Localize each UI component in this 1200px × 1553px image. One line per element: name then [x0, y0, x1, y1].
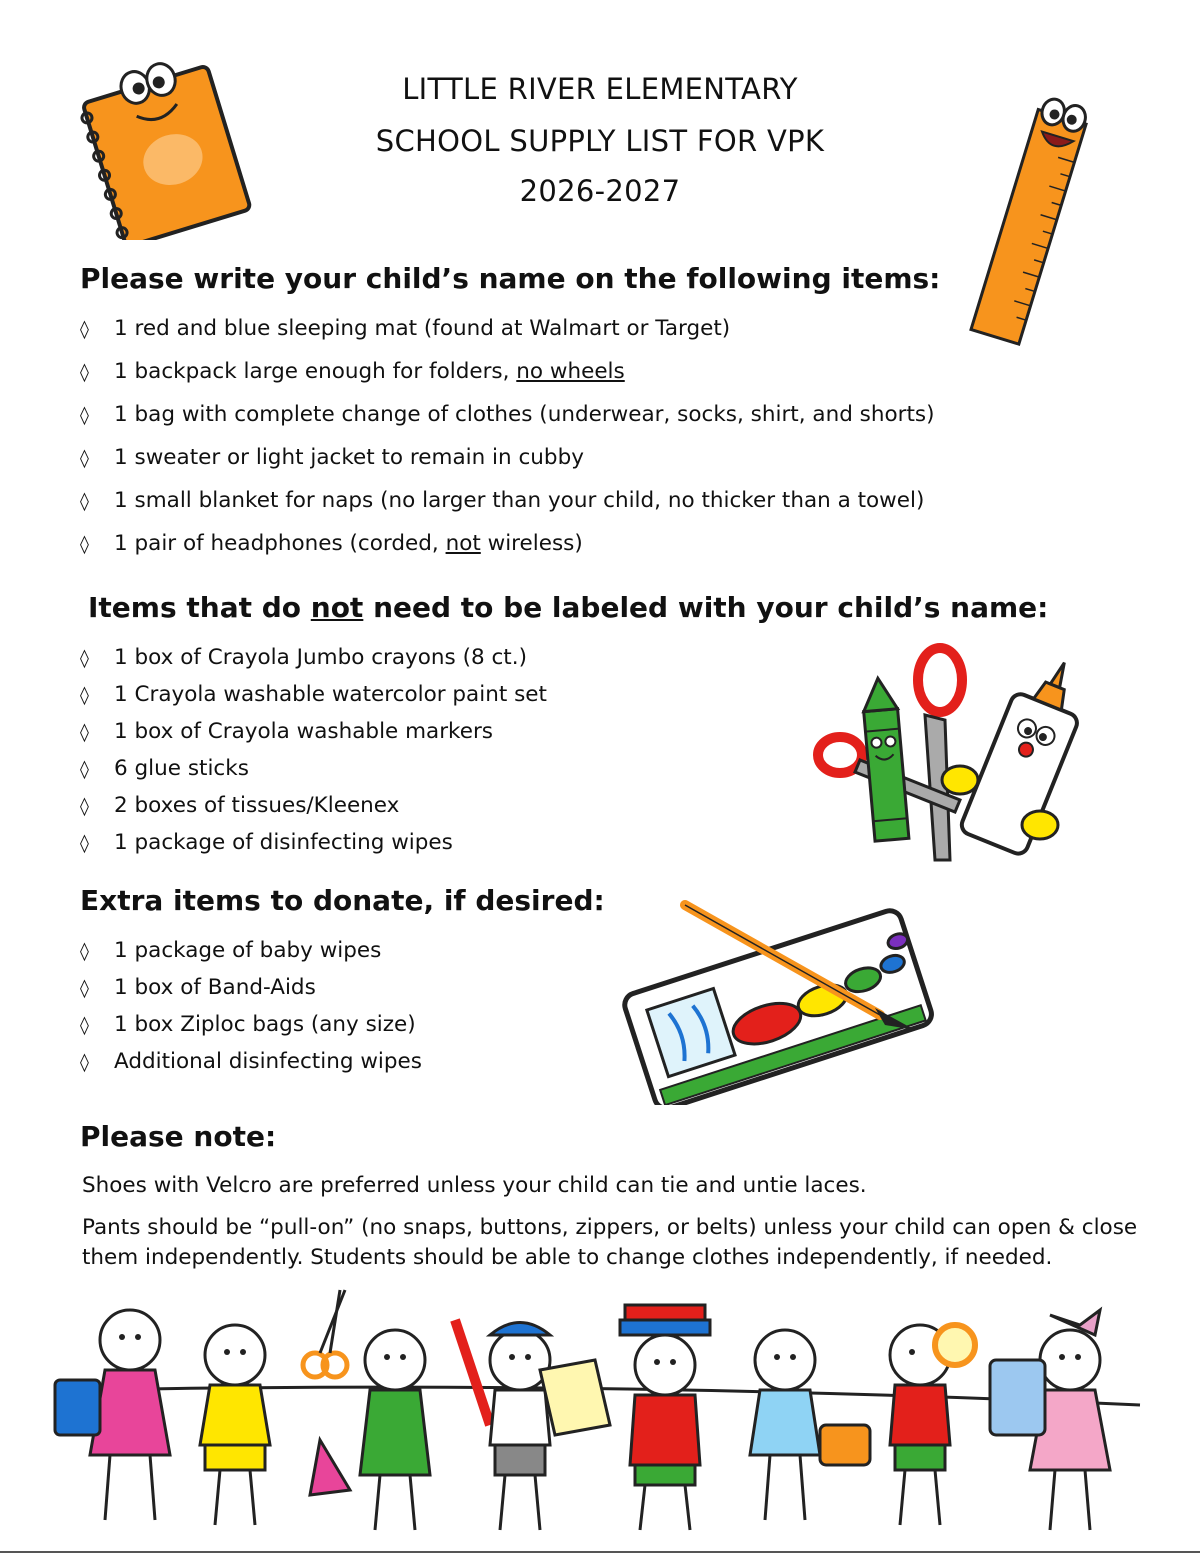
list-item: ◊ 1 bag with complete change of clothes (underwear, socks, shirt, and shorts): [80, 402, 935, 427]
list-item: ◊ 1 Crayola washable watercolor paint set: [80, 682, 547, 707]
list-item: ◊ 1 box of Crayola Jumbo crayons (8 ct.): [80, 645, 527, 670]
list-item: ◊ 1 package of disinfecting wipes: [80, 830, 453, 855]
note-heading: Please note:: [80, 1120, 277, 1153]
list-item: ◊ 2 boxes of tissues/Kleenex: [80, 793, 400, 818]
list-item: ◊ 1 box of Band-Aids: [80, 975, 316, 1000]
donate-heading: Extra items to donate, if desired:: [80, 884, 605, 917]
crayon-scissors-glue-icon: [810, 640, 1100, 875]
list-item: ◊ 1 sweater or light jacket to remain in cubby: [80, 445, 584, 470]
list-item: ◊ Additional disinfecting wipes: [80, 1049, 422, 1074]
list-item: ◊ 1 box of Crayola washable markers: [80, 719, 494, 744]
unlabeled-items-heading: Items that do not need to be labeled with your child’s name:: [88, 591, 1049, 624]
notebook-icon: [70, 40, 270, 240]
kids-banner-icon: [50, 1285, 1150, 1550]
list-item: ◊ 6 glue sticks: [80, 756, 249, 781]
list-item: ◊ 1 pair of headphones (corded, not wireless): [80, 531, 583, 556]
list-item: ◊ 1 package of baby wipes: [80, 938, 382, 963]
labeled-items-heading: Please write your child’s name on the following items:: [80, 262, 941, 295]
ruler-icon: [960, 92, 1100, 352]
note-pants: Pants should be “pull-on” (no snaps, buttons, zippers, or belts) unless your child can open & close them independently. Students should be able to change clothes independently, if needed.: [82, 1215, 1138, 1270]
list-item: ◊ 1 small blanket for naps (no larger than your child, no thicker than a towel): [80, 488, 925, 513]
list-title: SCHOOL SUPPLY LIST FOR VPK: [375, 124, 825, 158]
school-name: LITTLE RIVER ELEMENTARY: [402, 72, 798, 106]
note-shoes: Shoes with Velcro are preferred unless your child can tie and untie laces.: [82, 1173, 867, 1198]
list-item: ◊ 1 red and blue sleeping mat (found at Walmart or Target): [80, 316, 731, 341]
list-item: ◊ 1 box Ziploc bags (any size): [80, 1012, 416, 1037]
paint-palette-icon: [610, 890, 940, 1105]
school-year: 2026-2027: [519, 174, 681, 208]
list-item: ◊ 1 backpack large enough for folders, no wheels: [80, 359, 625, 384]
